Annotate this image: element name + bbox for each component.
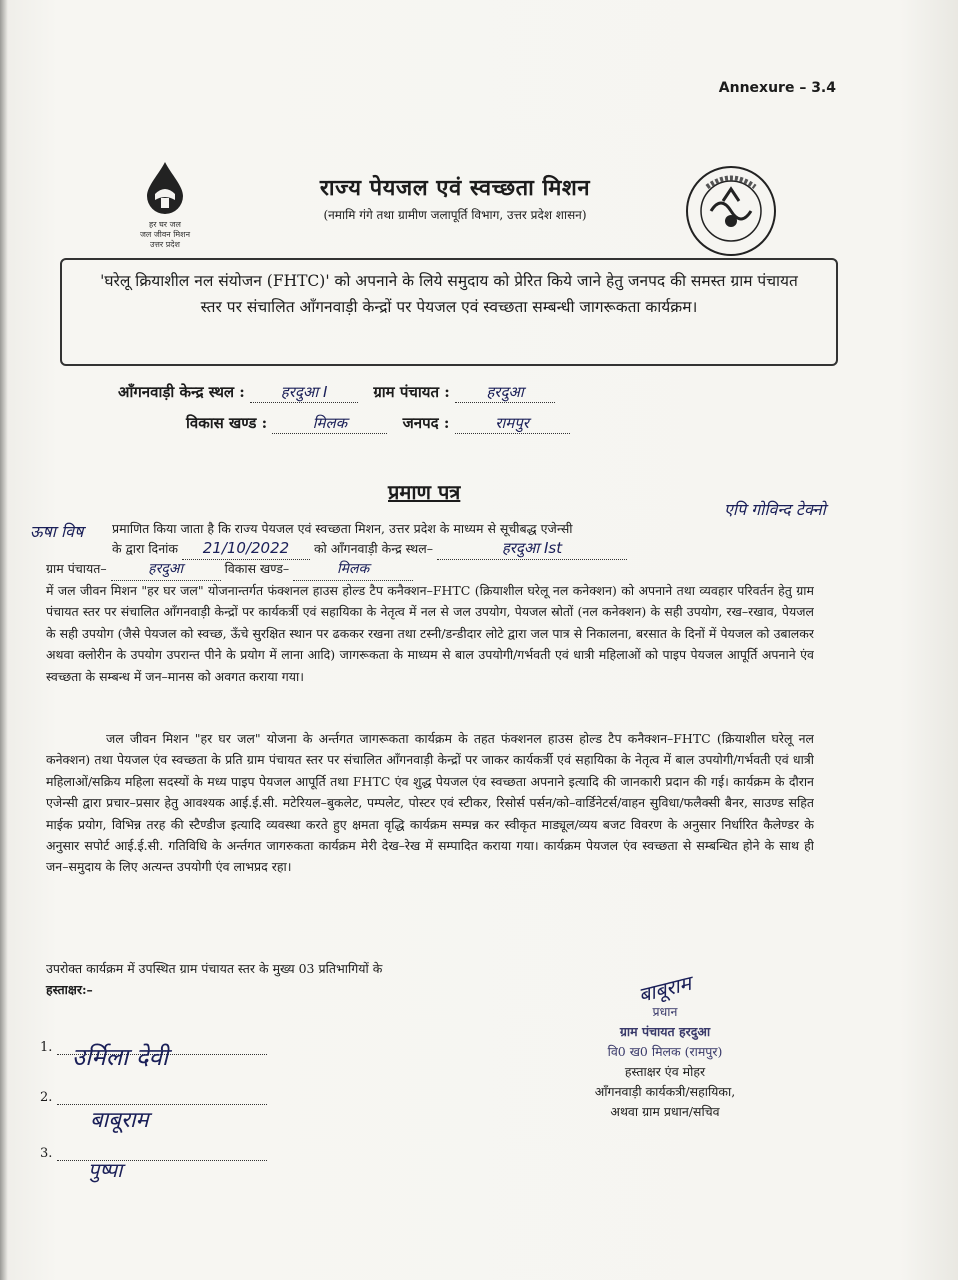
up-government-seal-icon: [685, 165, 777, 257]
certificate-paragraph-2: जल जीवन मिशन "हर घर जल" योजना के अर्न्तगत जागरूकता कार्यक्रम के तहत फंक्शनल हाउस होल्ड टैप कनैक्शन–FHTC (क्रियाशील घरेलू नल कनेक्शन) तथा पेयजल एंव स्वच्छता के प्रति ग्राम पंचायत स्तर पर संचालित आँगनवाड़ी केन्द्रों पर जाकर कार्यकर्त्री एवं सहायिका के नेतृत्व में बाल उपयोगी/गर्भवती एवं धात्री महिलाओं/सक्रिय महिला सदस्यों के मध्य पाइप पेयजल आपूर्ति तथा FHTC एंव शुद्ध पेयजल एंव स्वच्छता अपनाने इत्यादि की जानकारी प्रदान की गई। कार्यक्रम के दौरान एजेन्सी द्वारा प्रचार–प्रसार हेतु आवश्यक आई.ई.सी. मटेरियल–बुकलेट, पम्पलेट, पोस्टर एवं स्टीकर, रिसोर्स पर्सन/को–वार्डिनेटर्स/वाहन सुविधा/फलैक्सी बैनर, साउण्ड सहित माईक प्रयोग, विभिन्न तरह की स्टैण्डीज इत्यादि व्यवस्था करते हुए क्षमता वृद्धि कार्यक्रम सम्पन्न कर स्वीकृत माड्यूल/व्यय बजट विवरण के अनुसार निर्धारित कैलेण्डर के अनुसार सपोर्ट आई.ई.सी. गतिविधि के अर्न्तगत जागरुकता कार्यक्रम मेरी देख–रेख में सम्पादित कराया गया। कार्यक्रम पेयजल एंव स्वच्छता से सम्बन्धित होने के साथ ही जन–समुदाय के लिए अत्यन्त उपयोगी एंव लाभप्रद रहा।: [46, 731, 814, 875]
handwritten-block: मिलक: [293, 559, 413, 581]
mission-title: राज्य पेयजल एवं स्वच्छता मिशन: [319, 175, 591, 201]
signature-number: 1.: [40, 1040, 53, 1055]
janpad-label: जनपद :: [402, 414, 450, 432]
handwritten-agency-name: एपि गोविन्द टेक्नो: [724, 500, 826, 519]
handwritten-centre: हरदुआ Ist: [437, 538, 627, 560]
stamp-line-2: ग्राम पंचायत हरदुआ: [619, 1024, 711, 1039]
water-drop-icon: [141, 160, 189, 216]
program-title-box: 'घरेलू क्रियाशील नल संयोजन (FHTC)' को अपनाने के लिये समुदाय को प्रेरित किये जाने हेतु जनपद की समस्त ग्राम पंचायत स्तर पर संचालित आँगनवाड़ी केन्द्रों पर पेयजल एवं स्वच्छता सम्बन्धी जागरूकता कार्यक्रम।: [60, 258, 838, 366]
signature-number: 2.: [40, 1090, 53, 1105]
signature-3-name: पुष्पा: [88, 1158, 123, 1182]
certificate-line-3: [46, 558, 818, 581]
anganwadi-label: आँगनवाड़ी केन्द्र स्थल :: [118, 383, 245, 401]
handwritten-gram: हरदुआ: [111, 559, 221, 581]
certificate-title: प्रमाण पत्र: [388, 480, 461, 504]
logo-tagline-1: हर घर जल: [149, 220, 181, 229]
stamp-label-3: अथवा ग्राम प्रधान/सचिव: [610, 1104, 720, 1119]
vikas-khand-label: विकास खण्ड–: [224, 561, 290, 576]
signature-row-3: [40, 1146, 267, 1161]
signature-1-name: उर्मिला देवी: [72, 1043, 169, 1071]
field-row-1: [118, 382, 555, 403]
certificate-line-1: प्रमाणित किया जाता है कि राज्य पेयजल एवं स्वच्छता मिशन, उत्तर प्रदेश के माध्यम से सूचीबद्ध एजेन्सी: [112, 521, 573, 536]
signature-row-2: [40, 1090, 267, 1105]
signature-label: हस्ताक्षर:–: [46, 982, 93, 997]
vikas-value: मिलक: [272, 413, 387, 434]
gram-value: हरदुआ: [455, 382, 555, 403]
handwritten-date: 21/10/2022: [182, 538, 310, 560]
signature-2-name: बाबूराम: [90, 1108, 149, 1133]
signature-intro-text: उपरोक्त कार्यक्रम में उपस्थित ग्राम पंचायत स्तर के मुख्य 03 प्रतिभागियों के: [46, 961, 383, 976]
gram-label: ग्राम पंचायत :: [373, 383, 450, 401]
anganwadi-value: हरदुआ I: [250, 382, 358, 403]
mission-subtitle: (नमामि गंगे तथा ग्रामीण जलापूर्ति विभाग, उत्तर प्रदेश शासन): [323, 208, 587, 222]
stamp-label-1: हस्ताक्षर एंव मोहर: [624, 1064, 706, 1079]
signature-line: [57, 1090, 267, 1105]
gram-panchayat-label: ग्राम पंचायत–: [46, 561, 107, 576]
har-ghar-jal-logo: [120, 160, 210, 250]
signature-intro: [46, 958, 506, 1000]
signature-number: 3.: [40, 1146, 53, 1161]
centre-label: को आँगनवाड़ी केन्द्र स्थल–: [313, 541, 433, 556]
pradhan-signature: बाबूराम: [636, 970, 694, 1008]
logo-tagline-2: जल जीवन मिशन: [139, 230, 191, 239]
field-row-2: [186, 413, 570, 434]
stamp-line-3: वि0 ख0 मिलक (रामपुर): [607, 1044, 723, 1059]
janpad-value: रामपुर: [455, 413, 570, 434]
date-label: के द्वारा दिनांक: [112, 541, 178, 556]
certificate-paragraph-1-body: में जल जीवन मिशन "हर घर जल" योजनान्तर्गत फंक्शनल हाउस होल्ड टैप कनैक्शन–FHTC (क्रियाशील घरेलू नल कनेक्शन) को अपनाने तथा व्यवहार परिवर्तन हेतु ग्राम पंचायत स्तर पर संचालित आँगनवाड़ी केन्द्रों पर कार्यकर्त्री एवं सहायिका के नेतृत्व में नल से जल उपयोग, पेयजल स्रोतों (नल कनेक्शन) के सही उपयोग, रख–रखाव, पेयजल के सही उपयोग (जैसे पेयजल को स्वच्छ, ऊँचे सुरक्षित स्थान पर ढककर रखना तथा टस्नी/डन्डीदार लोटे द्वारा जल पात्र से निकालना, बरसात के दिनों में पेयजल को उबालकर अथवा क्लोरीन के उपयोग उपरान्त पीने के प्रयोग में लाना आदि) जागरूकता के माध्यम से बाल उपयोगी/गर्भवती एवं धात्री महिलाओं को पाइप पेयजल आपूर्ति अपनाने एंव स्वच्छता के सम्बन्ध में जन–मानस को अवगत कराया गया।: [46, 583, 814, 684]
annexure-label: Annexure – 3.4: [718, 80, 836, 96]
stamp-line-1: प्रधान: [652, 1004, 678, 1019]
logo-tagline-3: उत्तर प्रदेश: [150, 240, 180, 249]
vikas-label: विकास खण्ड :: [186, 414, 268, 432]
stamp-label-2: आँगनवाड़ी कार्यकत्री/सहायिका,: [594, 1084, 736, 1099]
document-heading: [255, 172, 655, 223]
handwritten-margin-note: ऊषा विष: [30, 522, 84, 541]
pradhan-stamp-block: [555, 970, 775, 1122]
page-edge-shadow: [0, 0, 8, 1280]
